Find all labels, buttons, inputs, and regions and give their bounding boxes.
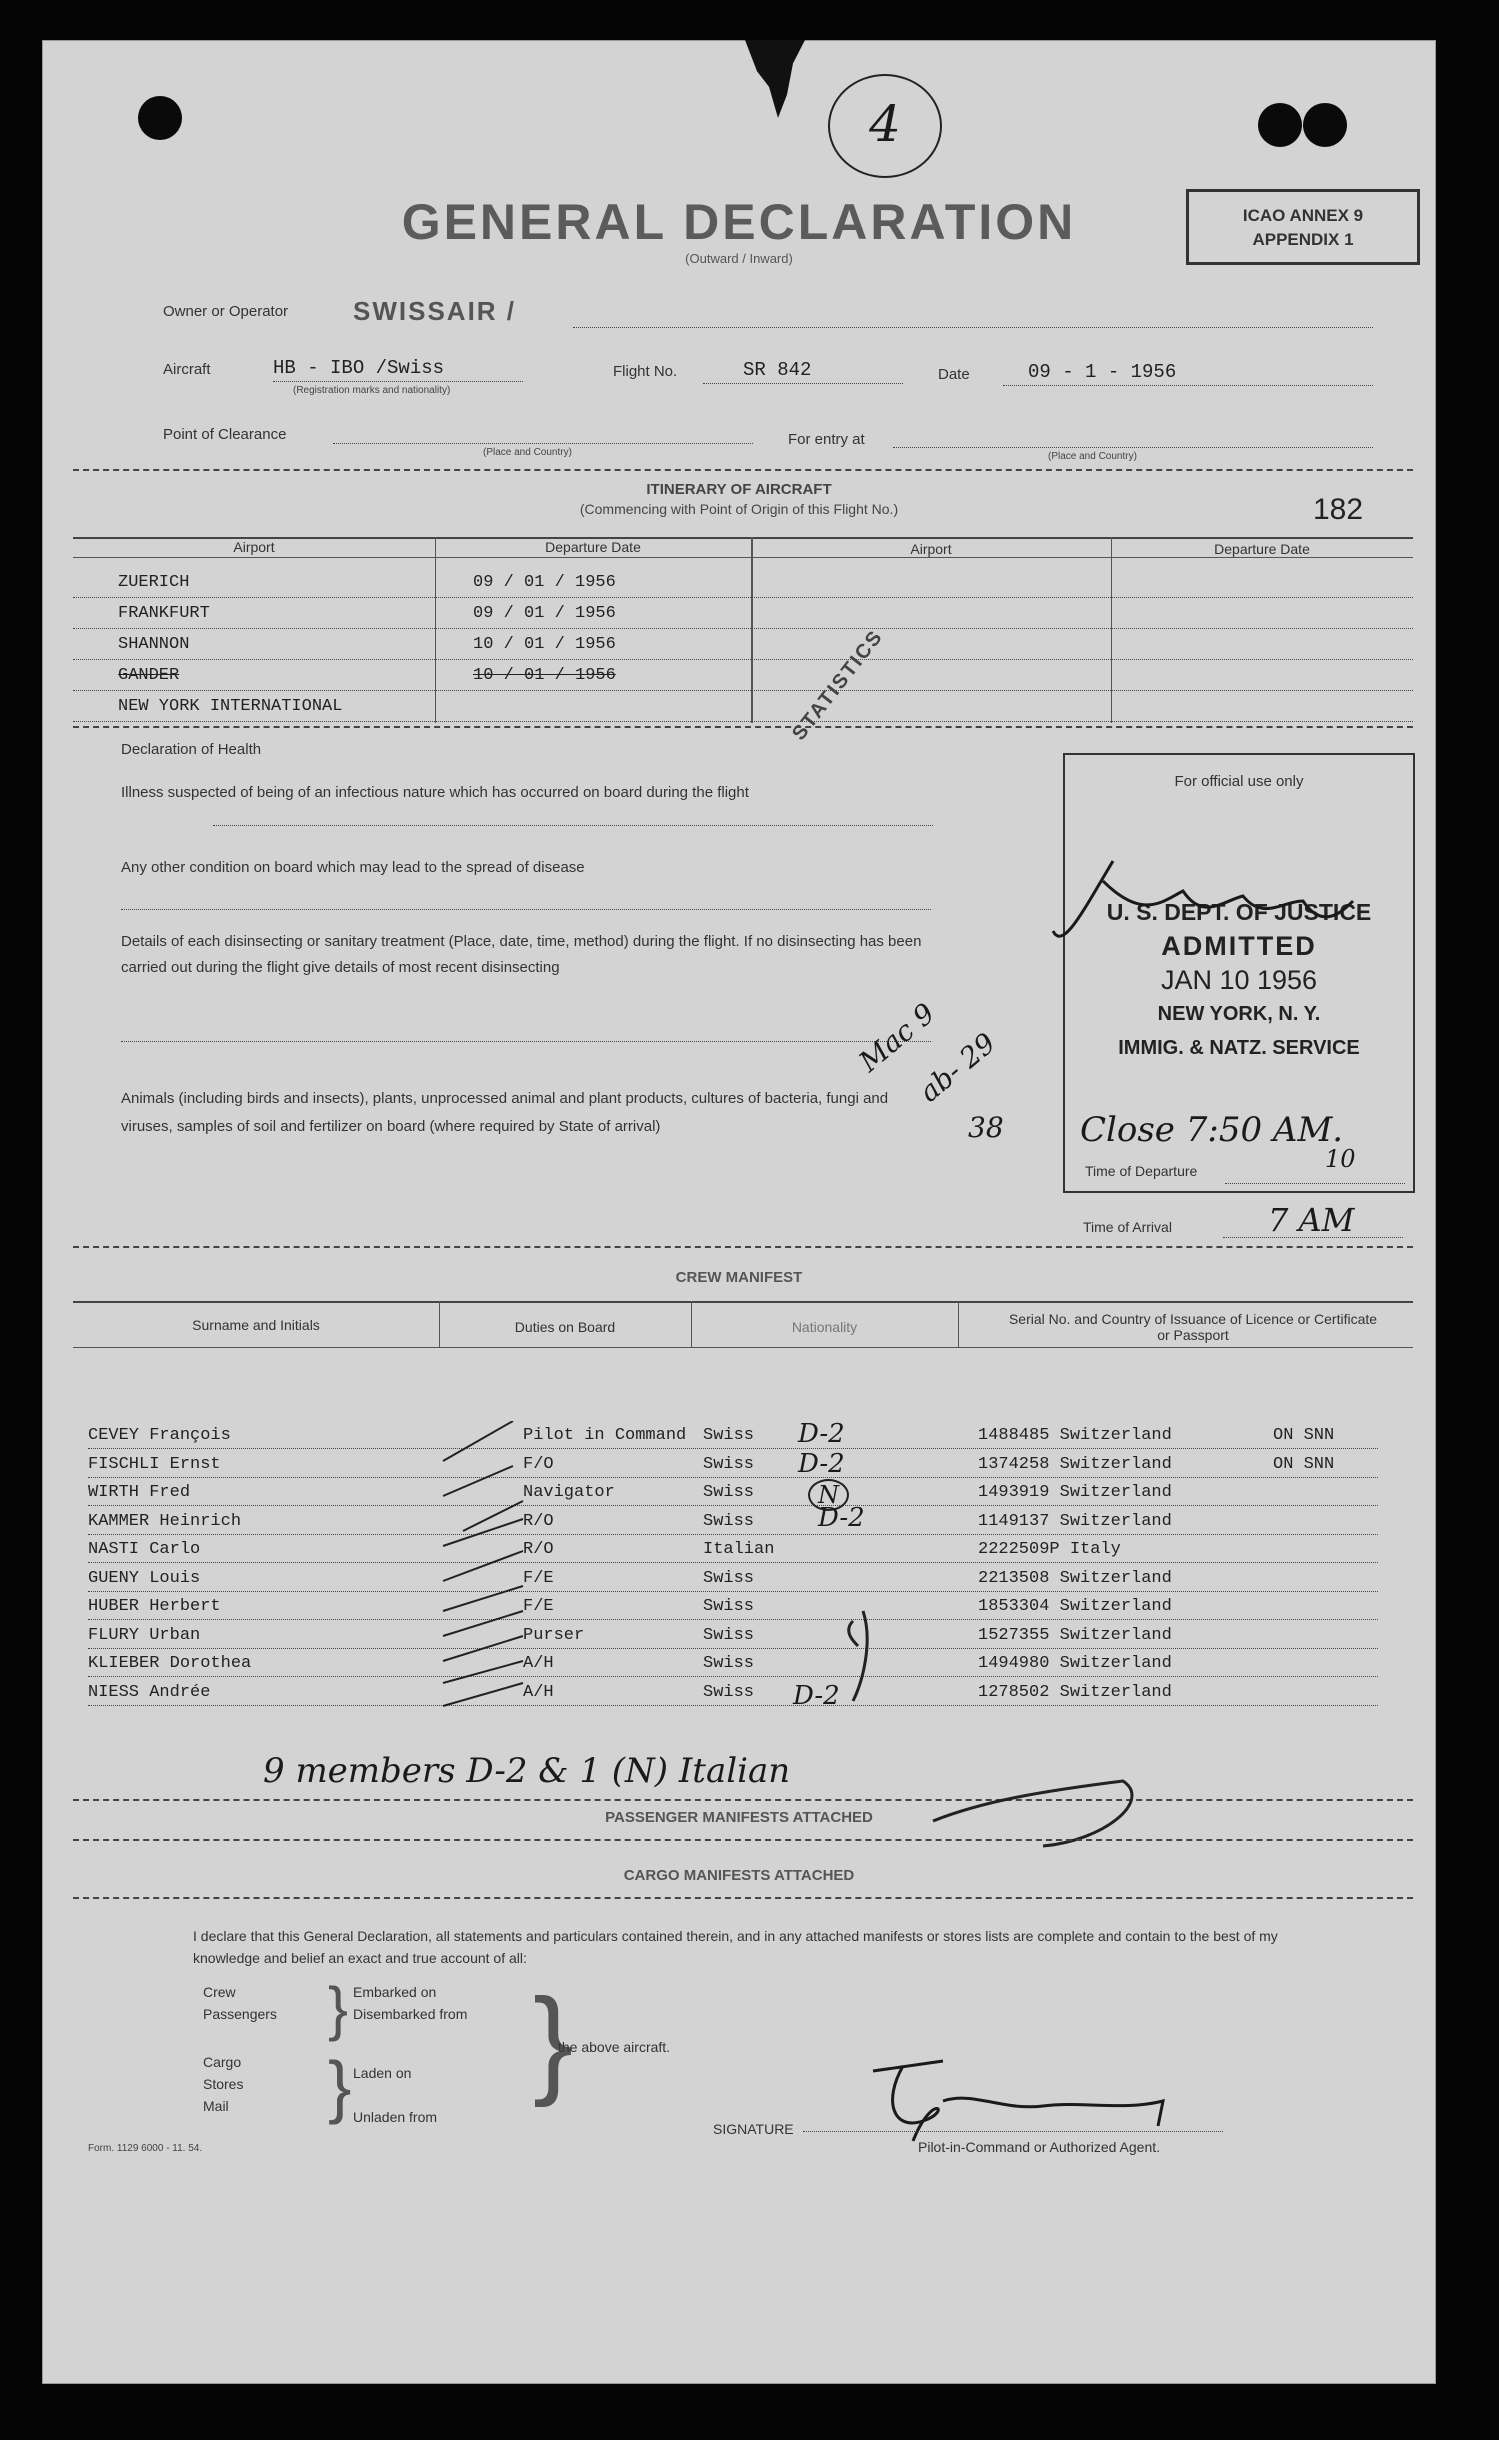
- punch-hole: [1258, 103, 1302, 147]
- officer-signature: [1043, 841, 1363, 961]
- crew-nationality: Swiss: [703, 1483, 755, 1502]
- crew-name: NIESS Andrée: [88, 1682, 211, 1702]
- itinerary-airport: NEW YORK INTERNATIONAL: [118, 697, 343, 716]
- crew-serial: 1527355 Switzerland: [978, 1625, 1172, 1645]
- signer-label: Pilot-in-Command or Authorized Agent.: [918, 2139, 1161, 2155]
- crew-duty: F/E: [523, 1568, 554, 1588]
- document-title: GENERAL DECLARATION: [401, 194, 1077, 250]
- crew-serial: 1149137 Switzerland: [978, 1511, 1172, 1531]
- crew-name: HUBER Herbert: [88, 1597, 221, 1616]
- date-value: 09 - 1 - 1956: [1028, 361, 1177, 383]
- owner-value: SWISSAIR /: [353, 296, 517, 326]
- crew-name: FISCHLI Ernst: [88, 1454, 221, 1474]
- health-q4: Animals (including birds and insects), plants, unprocessed animal and plant products, cultures of bacteria, fungi and viruses, samples of soil and fertilizer on board (where required by State of arrival): [121, 1090, 889, 1135]
- crew-duty: R/O: [523, 1511, 554, 1531]
- crew-serial: 2222509P Italy: [978, 1540, 1121, 1559]
- crew-nationality: Swiss: [703, 1597, 755, 1616]
- crew-name: WIRTH Fred: [88, 1483, 191, 1502]
- crew-serial: 1853304 Switzerland: [978, 1597, 1172, 1616]
- itinerary-airport: GANDER: [118, 666, 180, 685]
- itinerary-date: 09 / 01 / 1956: [473, 604, 616, 623]
- crew-name: KAMMER Heinrich: [88, 1511, 242, 1531]
- crew-name: NASTI Carlo: [88, 1540, 201, 1559]
- crew-duty: A/H: [523, 1654, 554, 1673]
- crew-duty: F/E: [523, 1597, 554, 1616]
- crew-duty: F/O: [523, 1454, 554, 1474]
- itinerary-date: 09 / 01 / 1956: [473, 573, 616, 592]
- admitted-stamp: U. S. DEPT. OF JUSTICE ADMITTED JAN 10 1956 NEW YORK, N. Y. IMMIG. & NATZ. SERVICE: [1106, 899, 1372, 1059]
- crew-title: CREW MANIFEST: [675, 1269, 803, 1286]
- crew-serial: 1493919 Switzerland: [978, 1483, 1172, 1502]
- crew-serial: 1488485 Switzerland: [978, 1426, 1172, 1445]
- clearance-label: Point of Clearance: [163, 426, 287, 443]
- statistics-stamp: STATISTICS: [788, 625, 888, 745]
- aircraft-value: HB - IBO /Swiss: [273, 357, 445, 379]
- handwritten-close: Close 7:50 AM.: [1080, 1110, 1344, 1150]
- crew-duty: R/O: [523, 1540, 554, 1559]
- signature-label: SIGNATURE: [713, 2121, 794, 2137]
- aircraft-label: Aircraft: [163, 361, 211, 378]
- crew-summary-note: 9 members D-2 & 1 (N) Italian: [263, 1751, 791, 1791]
- crew-duty: Pilot in Command: [523, 1426, 687, 1445]
- crew-serial: 2213508 Switzerland: [978, 1568, 1172, 1588]
- health-q1: Illness suspected of being of an infectious nature which has occurred on board during the flight: [121, 784, 749, 801]
- flight-value: SR 842: [743, 359, 812, 381]
- itinerary-airport: FRANKFURT: [118, 604, 210, 623]
- itinerary-title: ITINERARY OF AIRCRAFT: [646, 481, 832, 498]
- crew-nationality: Swiss: [703, 1426, 755, 1445]
- crew-duty: Purser: [523, 1625, 585, 1645]
- entry-label: For entry at: [788, 431, 865, 448]
- icao-box: ICAO ANNEX 9 APPENDIX 1: [1186, 189, 1420, 265]
- crew-serial: 1494980 Switzerland: [978, 1654, 1172, 1673]
- crew-extra: ON SNN: [1273, 1454, 1335, 1474]
- crew-duty: Navigator: [523, 1483, 615, 1502]
- crew-extra: ON SNN: [1273, 1426, 1335, 1445]
- crew-nationality: Swiss: [703, 1654, 755, 1673]
- document-subtitle: (Outward / Inward): [685, 251, 793, 266]
- punch-hole: [138, 96, 182, 140]
- crew-nationality: Swiss: [703, 1568, 755, 1588]
- punch-hole: [1303, 103, 1347, 147]
- crew-check-marks: [403, 1421, 883, 1751]
- declaration-text: I declare that this General Declaration, all statements and particulars contained therein, and in any attached manifests or stores lists are complete and contain to the best of my knowledge and belief an exact and true account of all:: [193, 1928, 1278, 1966]
- official-use-box: For official use only U. S. DEPT. OF JUSTICE ADMITTED JAN 10 1956 NEW YORK, N. Y. IMMIG. & NATZ. SERVICE Close 7:50 AM. Time of Departure 10: [1063, 753, 1415, 1193]
- itinerary-date: 10 / 01 / 1956: [473, 666, 616, 685]
- crew-nationality: Swiss: [703, 1511, 755, 1531]
- crew-name: KLIEBER Dorothea: [88, 1654, 252, 1673]
- crew-name: FLURY Urban: [88, 1625, 201, 1645]
- itinerary-date: 10 / 01 / 1956: [473, 635, 616, 654]
- owner-label: Owner or Operator: [163, 303, 289, 320]
- cargo-manifests: CARGO MANIFESTS ATTACHED: [623, 1867, 855, 1884]
- circled-note: 4: [828, 74, 942, 178]
- flight-label: Flight No.: [613, 363, 678, 380]
- itinerary-subtitle: (Commencing with Point of Origin of this Flight No.): [579, 501, 899, 517]
- crew-nationality: Swiss: [703, 1625, 755, 1645]
- page-number: 182: [1313, 493, 1364, 526]
- crew-nationality: Swiss: [703, 1682, 755, 1702]
- crew-name: CEVEY François: [88, 1426, 231, 1445]
- crew-nationality: Italian: [703, 1540, 775, 1559]
- itinerary-airport: SHANNON: [118, 635, 190, 654]
- document-page: 4 GENERAL DECLARATION (Outward / Inward) ICAO ANNEX 9 APPENDIX 1 Owner or Operator SWISSAIR / Aircraft HB - IBO /Swiss (Registration marks and nationality) Flight No. SR 842 Date 09 - 1 - 1956 Point of Clearance (Place and Country) For entry at (Place and Country) ITINERARY OF AIRCRAFT (Commencing with Point of Origin of this Flight No.) 182 Airport Departure Date Airport Departure Date ZUERICH 09 / 01 / 1956 FRANKFURT 09 / 01 / 1956 SHANNON 10 / 01 / 1956 GANDER 10 / 01 / 1956 NEW YORK INTERNATIONAL STATISTICS Declaration of Health Illness suspected of being of an infectious nature which has occurred on board during the flight Any other condition on board which may lead to the spread of disease Details of each disinsecting or sanitary treatment (Place, date, time, method) during the flight. If no disinsecting has been carried out during the flight give details of most recent disinsecting Animals (including birds and insects), plants, unprocessed animal and plant products, cultures of bacteria, fungi and viruses, samples of soil and fertilizer on board (where required by State of arrival) Mac 9 ab- 29 38 For official use only U. S. DEPT. OF JUSTICE ADMITTED JAN 10 1956 NEW YORK, N. Y. IMMIG. & NATZ. SERVICE Close 7:50 AM. Time of Departure 10 Time of Arrival 7 AM CREW MANIFEST Surname and Initials Duties on Board Nationality Serial No. and Country of Issuance of Licence or Certificate or Passport CEVEY François Pilot in Command Swiss 1488485 Switzerland ON SNN FISCHLI Ernst F/O Swiss 1374258 Switzerland ON SNN WIRTH Fred Navigator Swiss 1493919 Switzerland KAMMER Heinrich R/O Swiss 1149137 Switzerland NASTI Carlo R/O Italian 2222509P Italy GUENY Louis F/E Swiss 2213508 Switzerland HUBER Herbert F/E Swiss 1853304 Switzerland FLURY Urban Purser Swiss 1527355 Switzerland KLIEBER Dorothea A/H Swiss 1494980 Switzerland NIESS Andrée A/H Swiss 1278502 Switzerland D-2 D-2 N D-2 D-2 9 members D-2 & 1 (N) Italian PASSENGER MANIFESTS ATTACHED CARGO MANIFESTS ATTACHED I declare that this General Declaration, all statements and particulars contained therein, and in any attached manifests or stores lists are complete and contain to the best of my knowledge and belief an exact and true account of all: Crew Passengers Embarked on Disembarked from Cargo Stores Mail Laden on Unladen from } } } the above aircraft. SIGNATURE Pilot-in-Command or Authorized Agent. Form. 1129 6000 - 11. 54.: [42, 40, 1436, 2384]
- crew-nationality: Swiss: [703, 1454, 755, 1474]
- passenger-manifests: PASSENGER MANIFESTS ATTACHED: [605, 1809, 873, 1826]
- health-q3: Details of each disinsecting or sanitary treatment (Place, date, time, method) during the flight. If no disinsecting has been carried out during the flight give details of most recent disinsecting: [121, 933, 922, 976]
- health-title: Declaration of Health: [121, 741, 262, 758]
- crew-serial: 1374258 Switzerland: [978, 1454, 1172, 1474]
- crew-name: GUENY Louis: [88, 1568, 201, 1588]
- date-label: Date: [938, 366, 970, 383]
- itinerary-airport: ZUERICH: [118, 573, 190, 592]
- crew-duty: A/H: [523, 1682, 554, 1702]
- health-q2: Any other condition on board which may lead to the spread of disease: [121, 859, 585, 876]
- form-number: Form. 1129 6000 - 11. 54.: [88, 2143, 203, 2154]
- crew-serial: 1278502 Switzerland: [978, 1682, 1172, 1702]
